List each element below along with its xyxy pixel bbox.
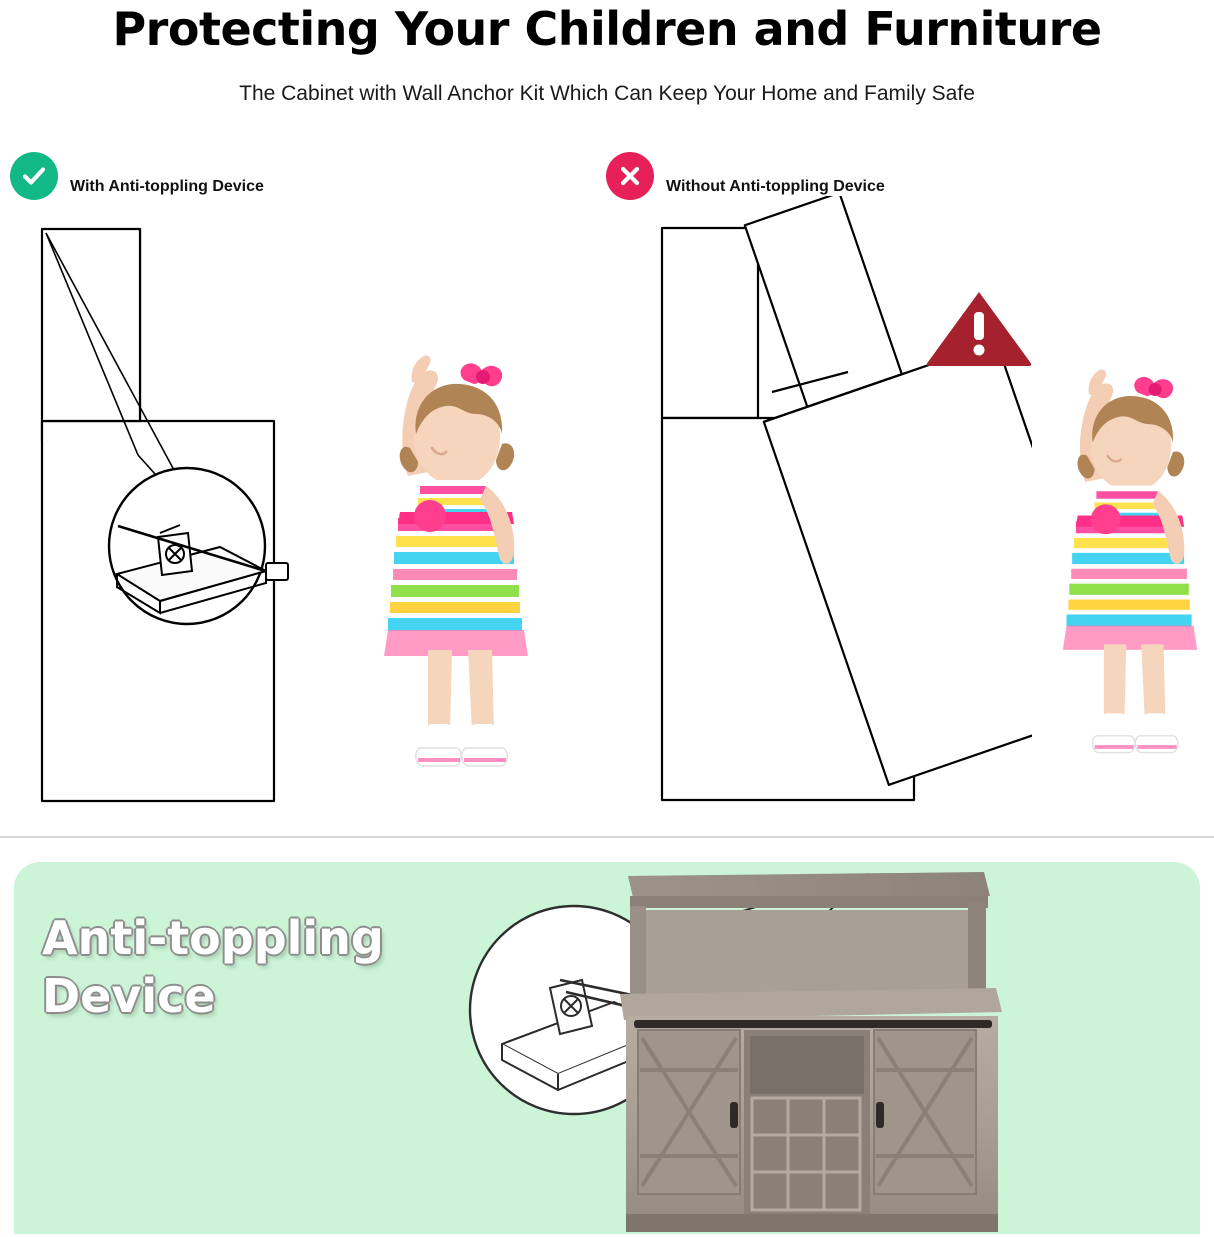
section-divider [0, 836, 1214, 838]
cross-icon [606, 152, 654, 200]
with-device-badge-row [10, 152, 264, 200]
with-device-illustration [20, 215, 350, 825]
page-subtitle: The Cabinet with Wall Anchor Kit Which Can Keep Your Home and Family Safe [239, 82, 975, 105]
anti-toppling-feature-card [14, 862, 1200, 1234]
with-device-label: With Anti-toppling Device [70, 178, 264, 195]
without-device-badge-row [606, 152, 885, 200]
page-title: Protecting Your Children and Furniture [112, 2, 1102, 56]
feature-title-line1: Anti-toppling [42, 911, 384, 965]
child-illustration-left [336, 330, 546, 805]
feature-title [42, 910, 442, 1025]
feature-title-line2: Device [42, 968, 216, 1023]
check-icon [10, 152, 58, 200]
without-device-label: Without Anti-toppling Device [666, 178, 885, 195]
child-illustration-right [1018, 330, 1214, 805]
cabinet-product-image [612, 870, 1200, 1234]
